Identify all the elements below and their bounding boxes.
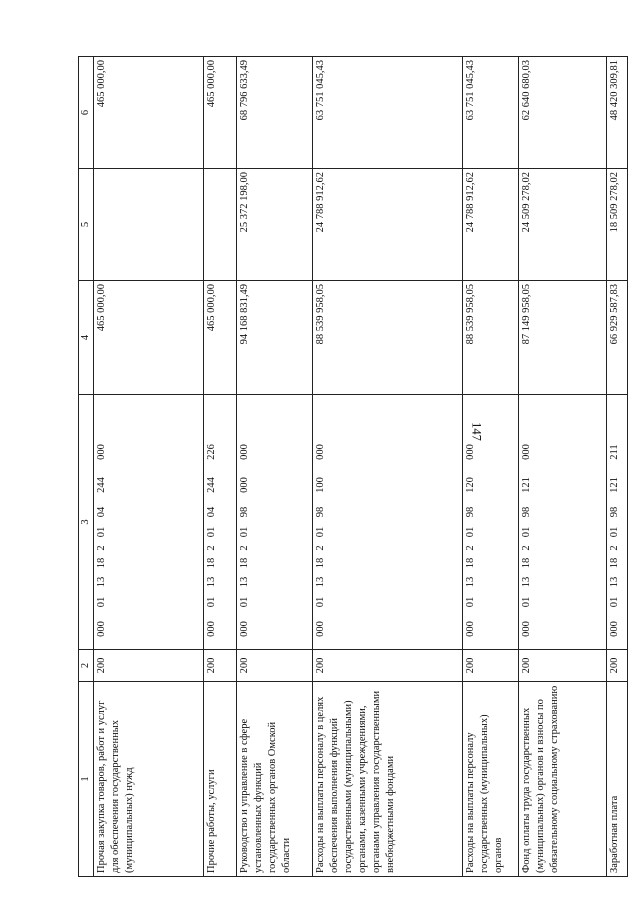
page-number: 147 — [469, 422, 484, 441]
table-row — [94, 57, 204, 877]
row-value-4: 87 149 958,05 — [519, 281, 607, 395]
code-part: 100 — [315, 477, 326, 493]
code-part: 000 — [96, 444, 107, 460]
code-part: 2 — [521, 545, 532, 551]
code-part: 18 — [96, 557, 107, 569]
code-part: 244 — [96, 477, 107, 493]
column-header-1: 1 — [79, 682, 94, 877]
row-admin-code: 200 — [204, 650, 237, 682]
code-part: 13 — [96, 576, 107, 588]
row-value-5: 18 509 278,02 — [607, 169, 628, 281]
row-value-5 — [204, 169, 237, 281]
row-value-6: 68 796 633,49 — [237, 57, 313, 169]
code-part: 121 — [609, 477, 620, 493]
code-part: 2 — [315, 545, 326, 551]
row-value-6: 63 751 045,43 — [463, 57, 519, 169]
code-part: 13 — [206, 576, 217, 588]
code-part: 13 — [465, 576, 476, 588]
row-admin-code: 200 — [313, 650, 463, 682]
row-value-5 — [94, 169, 204, 281]
table-row — [237, 57, 313, 877]
column-header-6: 6 — [79, 57, 94, 169]
column-header-4: 4 — [79, 281, 94, 395]
code-part: 98 — [521, 506, 532, 518]
code-part: 01 — [239, 526, 250, 538]
column-header-2: 2 — [79, 650, 94, 682]
table-row — [607, 57, 628, 877]
row-value-4: 94 168 831,49 — [237, 281, 313, 395]
code-part: 000 — [96, 621, 107, 637]
code-part: 01 — [521, 526, 532, 538]
row-value-4: 465 000,00 — [94, 281, 204, 395]
code-part: 000 — [239, 477, 250, 493]
code-part: 000 — [521, 444, 532, 460]
row-name: Прочая закупка товаров, работ и услуг для обеспечения государственных (муниципальных) нужд — [94, 682, 204, 877]
row-value-4: 66 929 587,83 — [607, 281, 628, 395]
budget-table — [78, 56, 628, 877]
column-header-5: 5 — [79, 169, 94, 281]
row-value-4: 88 539 958,05 — [463, 281, 519, 395]
row-name: Расходы на выплаты персоналу в целях обеспечения выполнения функций государственными (муниципальными) органами, казенными учреждениями, органами управления государственными внебюджетными фондами — [313, 682, 463, 877]
code-part: 000 — [206, 621, 217, 637]
row-value-6: 63 751 045,43 — [313, 57, 463, 169]
code-part: 2 — [96, 545, 107, 551]
code-part: 000 — [315, 621, 326, 637]
table-row — [204, 57, 237, 877]
code-part: 01 — [96, 526, 107, 538]
code-part: 18 — [465, 557, 476, 569]
code-part: 04 — [96, 506, 107, 518]
table-row — [313, 57, 463, 877]
row-admin-code: 200 — [237, 650, 313, 682]
row-admin-code: 200 — [94, 650, 204, 682]
table-row — [463, 57, 519, 877]
code-part: 000 — [239, 444, 250, 460]
row-value-5: 25 372 198,00 — [237, 169, 313, 281]
row-value-6: 465 000,00 — [204, 57, 237, 169]
code-part: 000 — [609, 621, 620, 637]
code-part: 18 — [521, 557, 532, 569]
table-row — [519, 57, 607, 877]
row-value-6: 48 420 309,81 — [607, 57, 628, 169]
code-part: 01 — [609, 596, 620, 608]
code-part: 13 — [315, 576, 326, 588]
code-part: 120 — [465, 477, 476, 493]
code-part: 2 — [239, 545, 250, 551]
row-classification-code — [313, 395, 463, 650]
code-part: 000 — [239, 621, 250, 637]
code-part: 000 — [315, 444, 326, 460]
code-part: 2 — [206, 545, 217, 551]
code-part: 18 — [206, 557, 217, 569]
row-classification-code — [463, 395, 519, 650]
row-classification-code — [237, 395, 313, 650]
row-value-6: 465 000,00 — [94, 57, 204, 169]
column-header-3: 3 — [79, 395, 94, 650]
code-part: 121 — [521, 477, 532, 493]
code-part: 000 — [465, 621, 476, 637]
row-admin-code: 200 — [519, 650, 607, 682]
row-name: Руководство и управление в сфере установленных функций государственных органов Омской области — [237, 682, 313, 877]
code-part: 98 — [239, 506, 250, 518]
row-admin-code: 200 — [607, 650, 628, 682]
code-part: 244 — [206, 477, 217, 493]
row-name: Заработная плата — [607, 682, 628, 877]
code-part: 01 — [315, 596, 326, 608]
code-part: 04 — [206, 506, 217, 518]
code-part: 2 — [609, 545, 620, 551]
code-part: 13 — [239, 576, 250, 588]
row-classification-code — [607, 395, 628, 650]
row-value-5: 24 788 912,62 — [463, 169, 519, 281]
row-value-5: 24 788 912,62 — [313, 169, 463, 281]
code-part: 01 — [609, 526, 620, 538]
code-part: 01 — [206, 526, 217, 538]
column-header-row — [79, 57, 94, 877]
code-part: 18 — [315, 557, 326, 569]
code-part: 98 — [315, 506, 326, 518]
code-part: 18 — [239, 557, 250, 569]
code-part: 13 — [609, 576, 620, 588]
code-part: 211 — [609, 444, 620, 460]
row-name: Фонд оплаты труда государственных (муниципальных) органов и взносы по обязательному социальному страхованию — [519, 682, 607, 877]
row-name: Прочие работы, услуги — [204, 682, 237, 877]
row-classification-code — [519, 395, 607, 650]
code-part: 98 — [609, 506, 620, 518]
code-part: 000 — [465, 444, 476, 460]
code-part: 01 — [465, 596, 476, 608]
code-part: 000 — [521, 621, 532, 637]
code-part: 2 — [465, 545, 476, 551]
code-part: 01 — [465, 526, 476, 538]
code-part: 98 — [465, 506, 476, 518]
code-part: 18 — [609, 557, 620, 569]
code-part: 01 — [315, 526, 326, 538]
row-classification-code — [94, 395, 204, 650]
row-value-4: 88 539 958,05 — [313, 281, 463, 395]
code-part: 01 — [96, 596, 107, 608]
code-part: 01 — [521, 596, 532, 608]
code-part: 13 — [521, 576, 532, 588]
code-part: 226 — [206, 444, 217, 460]
row-name: Расходы на выплаты персоналу государственных (муниципальных) органов — [463, 682, 519, 877]
row-admin-code: 200 — [463, 650, 519, 682]
code-part: 01 — [239, 596, 250, 608]
row-value-4: 465 000,00 — [204, 281, 237, 395]
code-part: 01 — [206, 596, 217, 608]
rotated-page-content — [78, 57, 626, 877]
row-value-6: 62 640 680,03 — [519, 57, 607, 169]
row-value-5: 24 509 278,02 — [519, 169, 607, 281]
row-classification-code — [204, 395, 237, 650]
